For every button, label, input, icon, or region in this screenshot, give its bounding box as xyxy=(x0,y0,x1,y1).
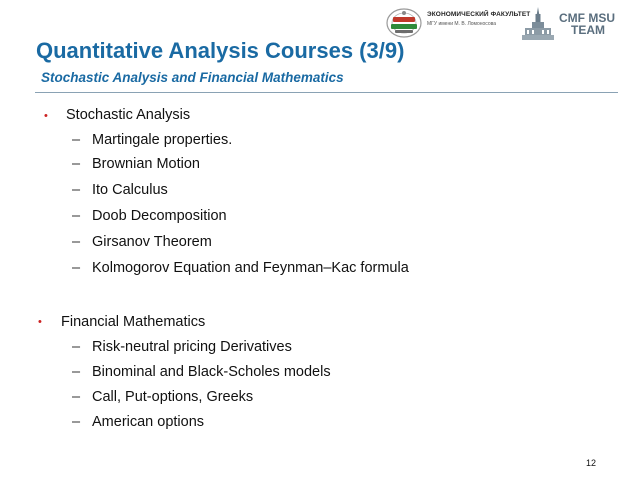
bullet-icon: • xyxy=(44,110,48,122)
dash-icon: – xyxy=(72,389,81,405)
economics-emblem-icon xyxy=(385,6,423,40)
list-item-label: Binominal and Black-Scholes models xyxy=(92,364,331,380)
dash-icon: – xyxy=(72,339,81,355)
dash-icon: – xyxy=(72,234,81,250)
title-divider xyxy=(35,92,618,93)
dash-icon: – xyxy=(72,132,81,148)
list-item-label: Risk-neutral pricing Derivatives xyxy=(92,339,292,355)
dash-icon: – xyxy=(72,364,81,380)
section-label: Stochastic Analysis xyxy=(66,107,191,123)
section-label: Financial Mathematics xyxy=(61,314,206,330)
list-item-label: American options xyxy=(92,414,205,430)
page-number: 12 xyxy=(586,458,597,468)
list-item-label: Call, Put-options, Greeks xyxy=(92,389,254,405)
list-item-label: Ito Calculus xyxy=(92,182,168,198)
list-item-label: Martingale properties. xyxy=(92,132,233,148)
slide-title: Quantitative Analysis Courses (3/9) xyxy=(36,38,405,63)
list-item-label: Brownian Motion xyxy=(92,156,200,172)
cmf-logo-line1: CMF MSU xyxy=(559,11,615,25)
econ-logo-subtitle: МГУ имени М. В. Ломоносова xyxy=(427,21,496,27)
slide-subtitle: Stochastic Analysis and Financial Mathematics xyxy=(41,70,344,85)
dash-icon: – xyxy=(72,260,81,276)
cmf-logo-text xyxy=(559,12,615,36)
cmf-msu-team-logo xyxy=(521,6,635,42)
dash-icon: – xyxy=(72,414,81,430)
economics-faculty-logo xyxy=(385,4,531,42)
list-item-label: Doob Decomposition xyxy=(92,208,227,224)
list-item-label: Kolmogorov Equation and Feynman–Kac formula xyxy=(92,260,409,276)
dash-icon: – xyxy=(72,208,81,224)
dash-icon: – xyxy=(72,182,81,198)
list-item-label: Girsanov Theorem xyxy=(92,234,212,250)
msu-building-icon xyxy=(521,6,555,42)
dash-icon: – xyxy=(72,156,81,172)
bullet-icon: • xyxy=(38,316,42,328)
cmf-logo-line2: TEAM xyxy=(571,23,605,37)
econ-logo-title: ЭКОНОМИЧЕСКИЙ ФАКУЛЬТЕТ xyxy=(427,11,531,18)
